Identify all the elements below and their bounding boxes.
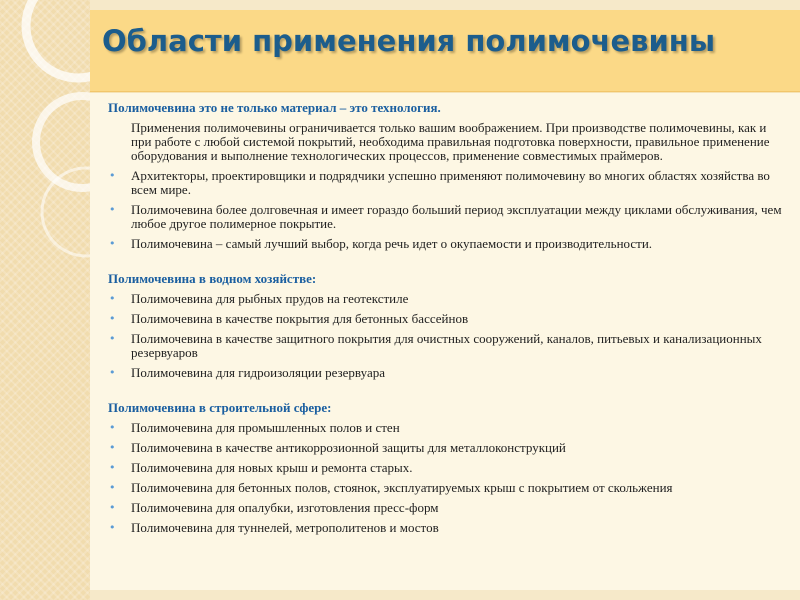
slide-title: Области применения полимочевины bbox=[102, 24, 716, 58]
bullet-icon: • bbox=[109, 521, 116, 534]
list-item bbox=[108, 501, 788, 515]
decorative-side-strip bbox=[0, 0, 90, 600]
content-panel bbox=[90, 92, 800, 590]
bullet-icon: • bbox=[109, 441, 116, 454]
list-item bbox=[108, 332, 788, 360]
list-item bbox=[108, 203, 788, 231]
list-item-text: Полимочевина в качестве покрытия для бетонных бассейнов bbox=[131, 311, 469, 326]
bullet-icon: • bbox=[109, 312, 116, 325]
list-item bbox=[108, 481, 788, 495]
list-item-text: Полимочевина для бетонных полов, стоянок, эксплуатируемых крыш с покрытием от скольжения bbox=[131, 480, 673, 495]
list-item bbox=[108, 521, 788, 535]
list-item-text: Полимочевина для туннелей, метрополитенов и мостов bbox=[131, 520, 439, 535]
list-item-text: Полимочевина для рыбных прудов на геотекстиле bbox=[131, 291, 409, 306]
list-item-text: Полимочевина для гидроизоляции резервуара bbox=[131, 365, 385, 380]
section-heading-water: Полимочевина в водном хозяйстве: bbox=[108, 271, 317, 286]
list-item-text: Полимочевина для новых крыш и ремонта старых. bbox=[131, 460, 413, 475]
bullet-icon: • bbox=[109, 292, 116, 305]
list-item-text: Полимочевина более долговечная и имеет гораздо больший период эксплуатации между циклами обслуживания, чем любое другое полимерное покрытие. bbox=[131, 202, 782, 231]
list-item-text: Архитекторы, проектировщики и подрядчики успешно применяют полимочевину во многих областях хозяйства во всем мире. bbox=[131, 168, 770, 197]
section-heading-technology: Полимочевина это не только материал – это технология. bbox=[108, 100, 441, 115]
bullet-icon: • bbox=[109, 203, 116, 216]
list-item bbox=[108, 366, 788, 380]
bullet-icon: • bbox=[109, 169, 116, 182]
bullet-icon: • bbox=[109, 237, 116, 250]
list-item bbox=[108, 169, 788, 197]
list-item bbox=[108, 441, 788, 455]
list-item bbox=[108, 312, 788, 326]
list-item bbox=[108, 421, 788, 435]
title-band bbox=[90, 10, 800, 92]
list-item-text: Полимочевина – самый лучший выбор, когда речь идет о окупаемости и производительности. bbox=[131, 236, 653, 251]
list-item-text: Полимочевина в качестве антикоррозионной защиты для металлоконструкций bbox=[131, 440, 566, 455]
bullet-icon: • bbox=[109, 501, 116, 514]
decorative-circles bbox=[0, 0, 90, 600]
list-item bbox=[108, 237, 788, 251]
list-item-text: Полимочевина для опалубки, изготовления пресс-форм bbox=[131, 500, 439, 515]
bullet-icon: • bbox=[109, 366, 116, 379]
bullet-icon: • bbox=[109, 332, 116, 345]
section-heading-construction: Полимочевина в строительной сфере: bbox=[108, 400, 332, 415]
bullet-icon: • bbox=[109, 481, 116, 494]
content-body bbox=[108, 101, 788, 541]
bullet-icon: • bbox=[109, 421, 116, 434]
list-item-text: Полимочевина в качестве защитного покрытия для очистных сооружений, каналов, питьевых и канализационных резервуаров bbox=[131, 331, 762, 360]
list-item bbox=[108, 292, 788, 306]
list-item bbox=[108, 461, 788, 475]
intro-paragraph: Применения полимочевины ограничивается только вашим воображением. При производстве полимочевины, как и при работе с любой системой покрытий, необходима правильная подготовка поверхности, правильное применение оборудования и выполнение технологических процессов, применение совместимых праймеров. bbox=[131, 120, 770, 163]
bullet-icon: • bbox=[109, 461, 116, 474]
list-item-text: Полимочевина для промышленных полов и стен bbox=[131, 420, 400, 435]
